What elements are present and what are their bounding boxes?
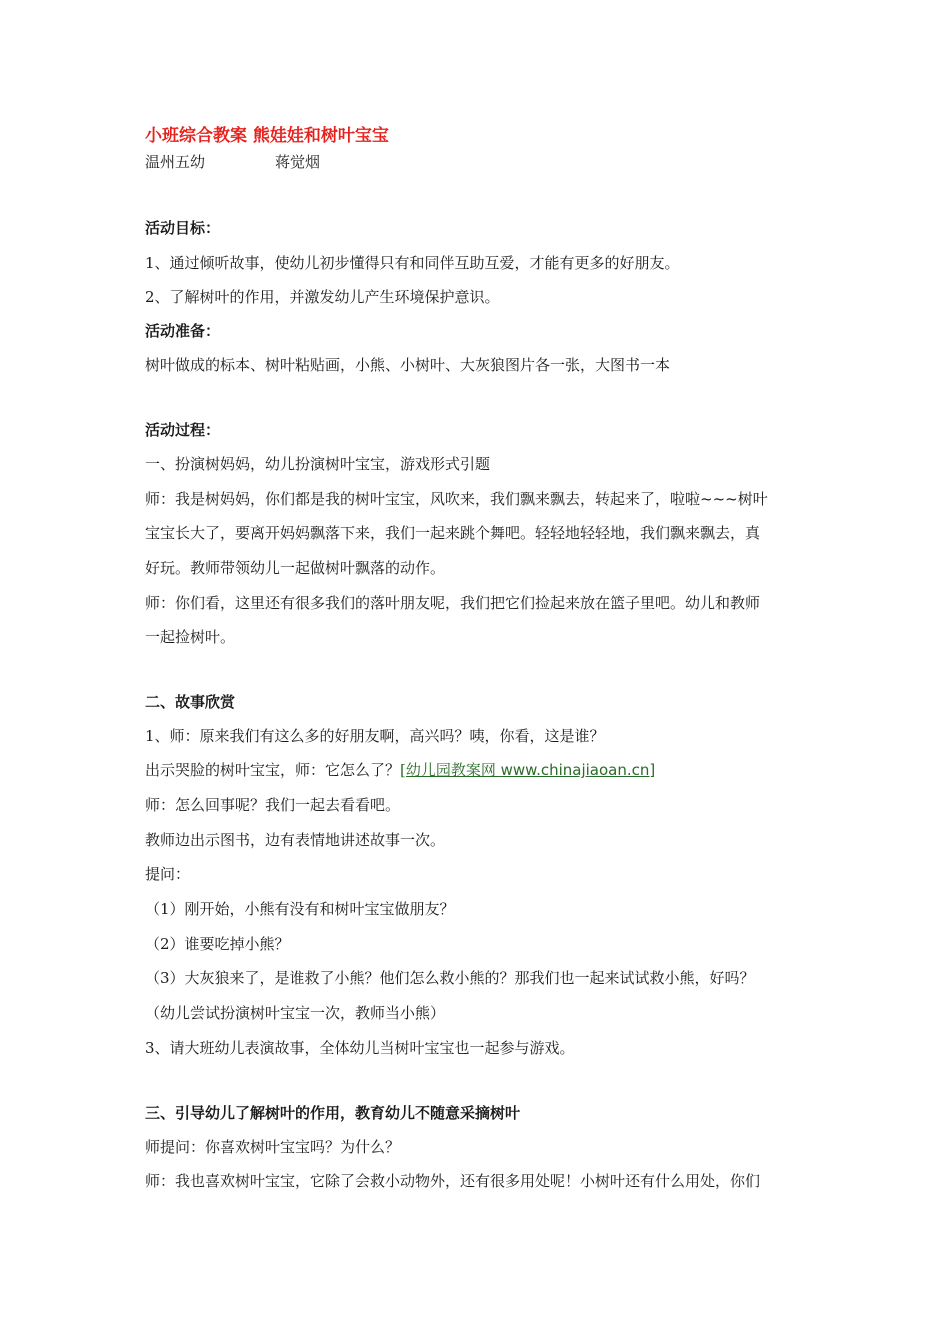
author-line [145, 152, 320, 172]
question-item: （1）刚开始，小熊有没有和树叶宝宝做朋友？ [145, 900, 455, 918]
paragraph-line: 一起捡树叶。 [145, 628, 236, 646]
paragraph-line: 3、请大班幼儿表演故事，全体幼儿当树叶宝宝也一起参与游戏。 [145, 1039, 575, 1057]
paragraph-line: 提问： [145, 865, 191, 883]
paragraph-text: 出示哭脸的树叶宝宝，师：它怎么了？ [145, 761, 401, 779]
source-link-cn: [幼儿园教案网 [400, 761, 501, 779]
author-name: 蒋觉烟 [275, 153, 321, 171]
paragraph-line: 师提问：你喜欢树叶宝宝吗？为什么？ [145, 1138, 401, 1156]
goal-item: 1、通过倾听故事，使幼儿初步懂得只有和同伴互助互爱，才能有更多的好朋友。 [145, 254, 680, 272]
part3-heading: 三、引导幼儿了解树叶的作用，教育幼儿不随意采摘树叶 [145, 1104, 521, 1122]
part2-heading: 二、故事欣赏 [145, 693, 236, 711]
question-item: （3）大灰狼来了，是谁救了小熊？他们怎么救小熊的？那我们也一起来试试救小熊，好吗？ [145, 969, 755, 987]
paragraph-line: 师：我是树妈妈，你们都是我的树叶宝宝，风吹来，我们飘来飘去，转起来了，啦啦~~~树叶 [145, 490, 768, 508]
document-title: 小班综合教案 熊娃娃和树叶宝宝 [145, 126, 389, 146]
paragraph-line: 师：你们看，这里还有很多我们的落叶朋友呢，我们把它们捡起来放在篮子里吧。幼儿和教师 [145, 594, 761, 612]
process-heading: 活动过程： [145, 421, 221, 439]
question-item: （2）谁要吃掉小熊？ [145, 935, 290, 953]
goal-item: 2、了解树叶的作用，并激发幼儿产生环境保护意识。 [145, 288, 500, 306]
goals-heading: 活动目标： [145, 219, 221, 237]
paragraph-line-with-link [145, 760, 655, 780]
paragraph-line: 师：我也喜欢树叶宝宝，它除了会救小动物外，还有很多用处呢！小树叶还有什么用处，你们 [145, 1172, 761, 1190]
prep-text: 树叶做成的标本、树叶粘贴画，小熊、小树叶、大灰狼图片各一张，大图书一本 [145, 356, 671, 374]
paragraph-line: （幼儿尝试扮演树叶宝宝一次，教师当小熊） [145, 1004, 446, 1022]
source-link[interactable] [400, 761, 655, 779]
author-school: 温州五幼 [145, 153, 206, 171]
part1-heading: 一、扮演树妈妈，幼儿扮演树叶宝宝，游戏形式引题 [145, 455, 491, 473]
prep-heading: 活动准备： [145, 322, 221, 340]
paragraph-line: 1、师：原来我们有这么多的好朋友啊，高兴吗？咦，你看，这是谁？ [145, 727, 605, 745]
paragraph-line: 师：怎么回事呢？我们一起去看看吧。 [145, 796, 401, 814]
source-link-url: www.chinajiaoan.cn] [500, 761, 656, 779]
paragraph-line: 教师边出示图书，边有表情地讲述故事一次。 [145, 831, 446, 849]
paragraph-line: 好玩。教师带领幼儿一起做树叶飘落的动作。 [145, 559, 446, 577]
paragraph-line: 宝宝长大了，要离开妈妈飘落下来，我们一起来跳个舞吧。轻轻地轻轻地，我们飘来飘去，真 [145, 524, 761, 542]
